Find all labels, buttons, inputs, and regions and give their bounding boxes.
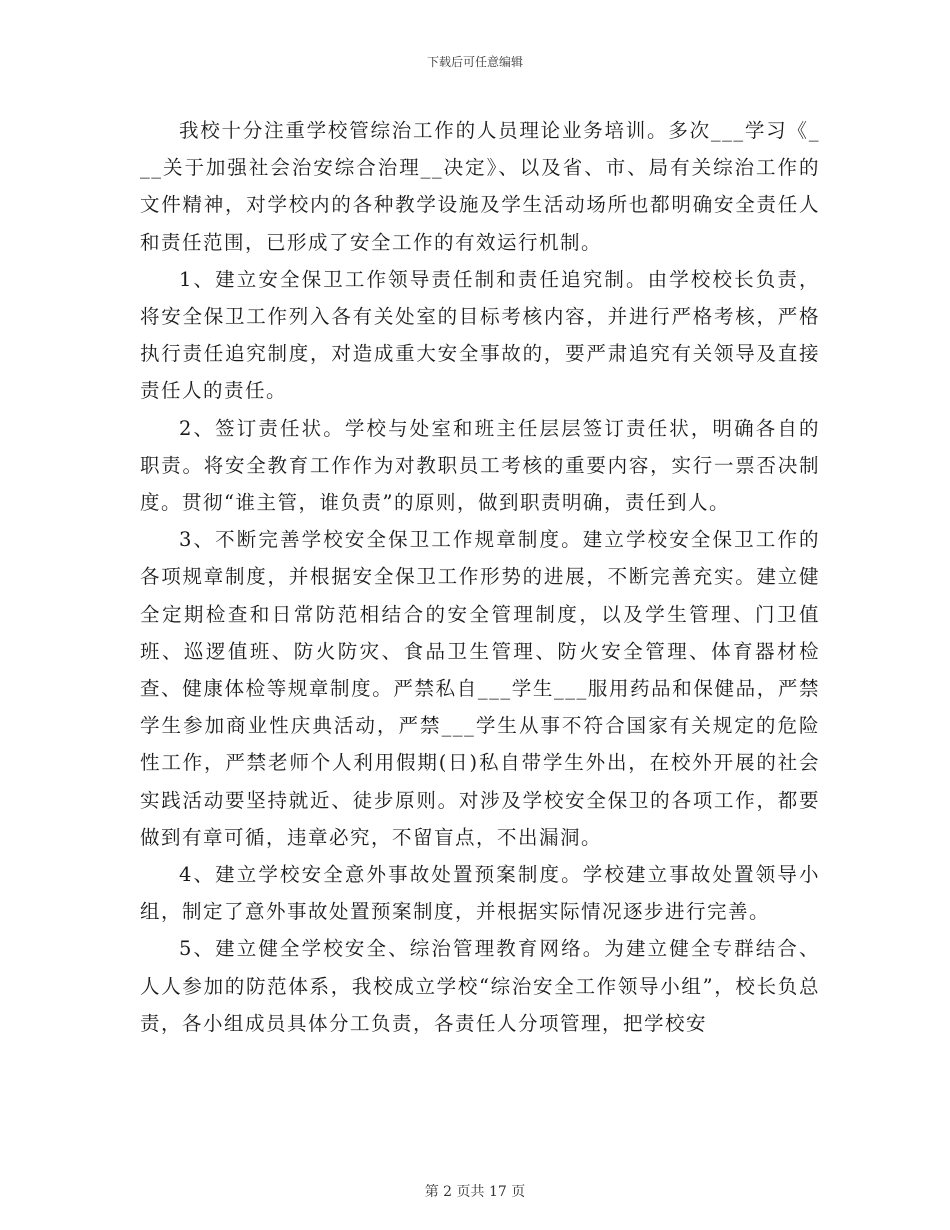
paragraph-item-1: 1、建立安全保卫工作领导责任制和责任追究制。由学校校长负责，将安全保卫工作列入各有关处室的目标考核内容，并进行严格考核，严格执行责任追究制度，对造成重大安全事故的，要严肃追究有关领导及直接责任人的责任。 xyxy=(140,267,820,403)
paragraph-item-5: 5、建立健全学校安全、综治管理教育网络。为建立健全专群结合、人人参加的防范体系，我校成立学校“综治安全工作领导小组”，校长负总责，各小组成员具体分工负责，各责任人分项管理，把学校安 xyxy=(140,937,820,1035)
page-header: 下载后可任意编辑 xyxy=(426,55,523,69)
document-body xyxy=(140,112,820,1042)
page-footer: 第 2 页共 17 页 xyxy=(424,1184,526,1200)
paragraph-item-2: 2、签订责任状。学校与处室和班主任层层签订责任状，明确各自的职责。将安全教育工作作为对教职员工考核的重要内容，实行一票否决制度。贯彻“谁主管，谁负责”的原则，做到职责明确，责任到人。 xyxy=(140,416,820,515)
paragraph-item-4: 4、建立学校安全意外事故处置预案制度。学校建立事故处置领导小组，制定了意外事故处置预案制度，并根据实际情况逐步进行完善。 xyxy=(140,863,820,924)
paragraph-item-3: 3、不断完善学校安全保卫工作规章制度。建立学校安全保卫工作的各项规章制度，并根据安全保卫工作形势的进展，不断完善充实。建立健全定期检查和日常防范相结合的安全管理制度，以及学生管理、门卫值班、巡逻值班、防火防灾、食品卫生管理、防火安全管理、体育器材检查、健康体检等规章制度。严禁私自___学生___服用药品和保健品，严禁学生参加商业性庆典活动，严禁___学生从事不符合国家有关规定的危险性工作，严禁老师个人利用假期(日)私自带学生外出，在校外开展的社会实践活动要坚持就近、徒步原则。对涉及学校安全保卫的各项工作，都要做到有章可循，违章必究，不留盲点，不出漏洞。 xyxy=(140,528,820,849)
paragraph-intro: 我校十分注重学校管综治工作的人员理论业务培训。多次___学习《___关于加强社会治安综合治理__决定》、以及省、市、局有关综治工作的文件精神，对学校内的各种教学设施及学生活动场所也都明确安全责任人和责任范围，已形成了安全工作的有效运行机制。 xyxy=(140,119,820,254)
